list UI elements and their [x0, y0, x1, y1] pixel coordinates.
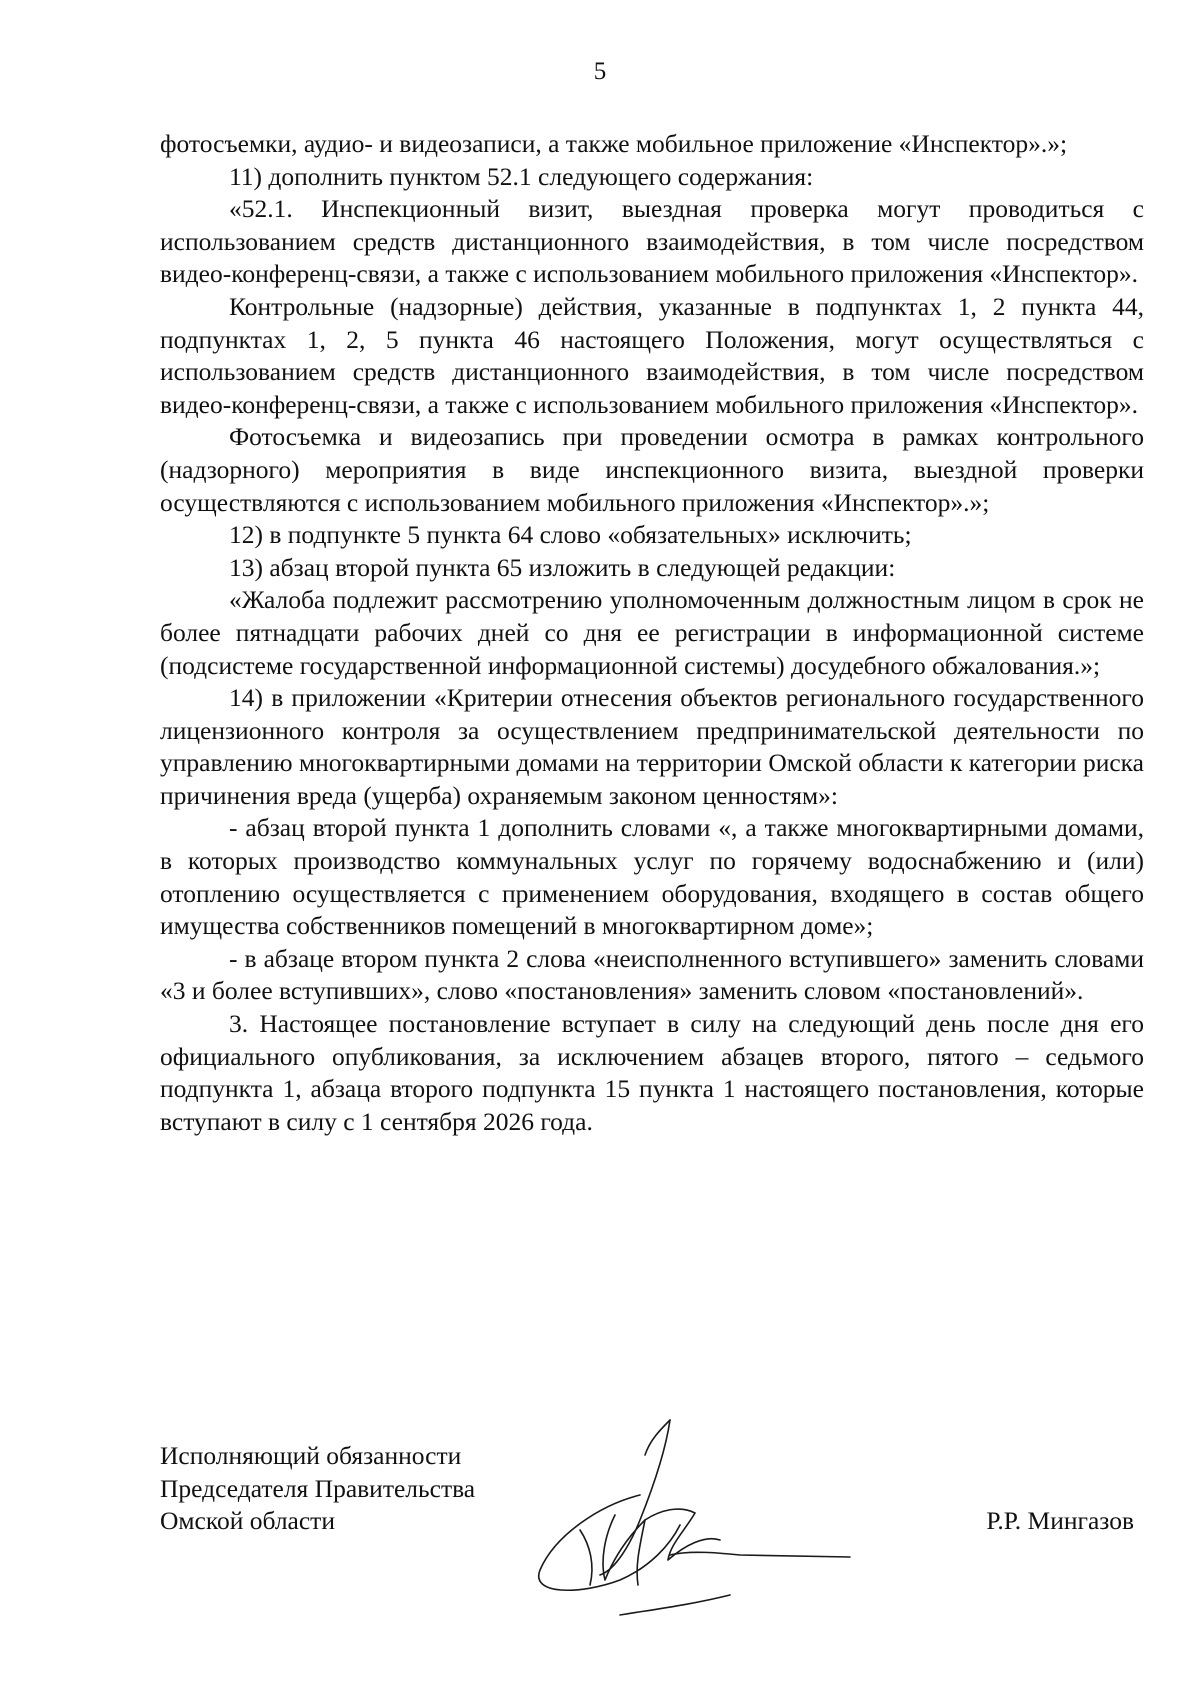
paragraph: Контрольные (надзорные) действия, указанные в подпунктах 1, 2 пункта 44, подпунктах 1, 2, 5 пункта 46 настоящего Положения, могут осуществляться с использованием средств дистанционного взаимодействия, в том числе посредством видео-конференц-связи, а также с использованием мобильного приложения «Инспектор». — [160, 291, 1144, 419]
document-body — [160, 128, 1144, 1138]
signatory-name: Р.Р. Мингазов — [986, 1506, 1134, 1535]
paragraph: Фотосъемка и видеозапись при проведении осмотра в рамках контрольного (надзорного) мероприятия в виде инспекционного визита, выездной проверки осуществляются с использованием мобильного приложения «Инспектор».»; — [160, 422, 1144, 517]
paragraph: фотосъемки, аудио- и видеозаписи, а также мобильное приложение «Инспектор».»; — [160, 129, 1068, 158]
paragraph: 11) дополнить пунктом 52.1 следующего содержания: — [229, 161, 814, 191]
paragraph: - в абзаце втором пункта 2 слова «неисполненного вступившего» заменить словами «3 и более вступивших», слово «постановления» заменить словом «постановлений». — [160, 943, 1144, 1006]
paragraph: 13) абзац второй пункта 65 изложить в следующей редакции: — [229, 552, 896, 582]
page-number: 5 — [593, 58, 607, 85]
paragraph: 12) в подпункте 5 пункта 64 слово «обязательных» исключить; — [229, 520, 912, 550]
paragraph: «52.1. Инспекционный визит, выездная проверка могут проводиться с использованием средств дистанционного взаимодействия, в том числе посредством видео-конференц-связи, а также с использованием мобильного приложения «Инспектор». — [160, 194, 1144, 289]
signature-block — [160, 1440, 1144, 1610]
paragraph: 3. Настоящее постановление вступает в силу на следующий день после дня его официального опубликования, за исключением абзацев второго, пятого – седьмого подпункта 1, абзаца второго подпункта 15 пункта 1 настоящего постановления, которые вступают в силу с 1 сентября 2026 года. — [160, 1009, 1144, 1136]
paragraph: 14) в приложении «Критерии отнесения объектов регионального государственного лицензионного контроля за осуществлением предпринимательской деятельности по управлению многоквартирными домами на территории Омской области к категории риска причинения вреда (ущерба) охраняемым законом ценностям»: — [160, 683, 1144, 810]
signatory-title-line: Исполняющий обязанности — [160, 1441, 462, 1470]
handwritten-signature — [520, 1395, 940, 1625]
paragraph: - абзац второй пункта 1 дополнить словами «, а также многоквартирными домами, в которых производство коммунальных услуг по горячему водоснабжению и (или) отоплению осуществляется с применением оборудования, входящего в состав общего имущества собственников помещений в многоквартирном доме»; — [160, 813, 1144, 941]
signatory-title — [160, 1440, 475, 1538]
signatory-title-line: Председателя Правительства — [160, 1473, 476, 1503]
paragraph: «Жалоба подлежит рассмотрению уполномоченным должностным лицом в срок не более пятнадцати рабочих дней со дня ее регистрации в информационной системе (подсистеме государственной информационной системы) досудебного обжалования.»; — [160, 585, 1144, 680]
signatory-title-line: Омской области — [160, 1506, 335, 1536]
